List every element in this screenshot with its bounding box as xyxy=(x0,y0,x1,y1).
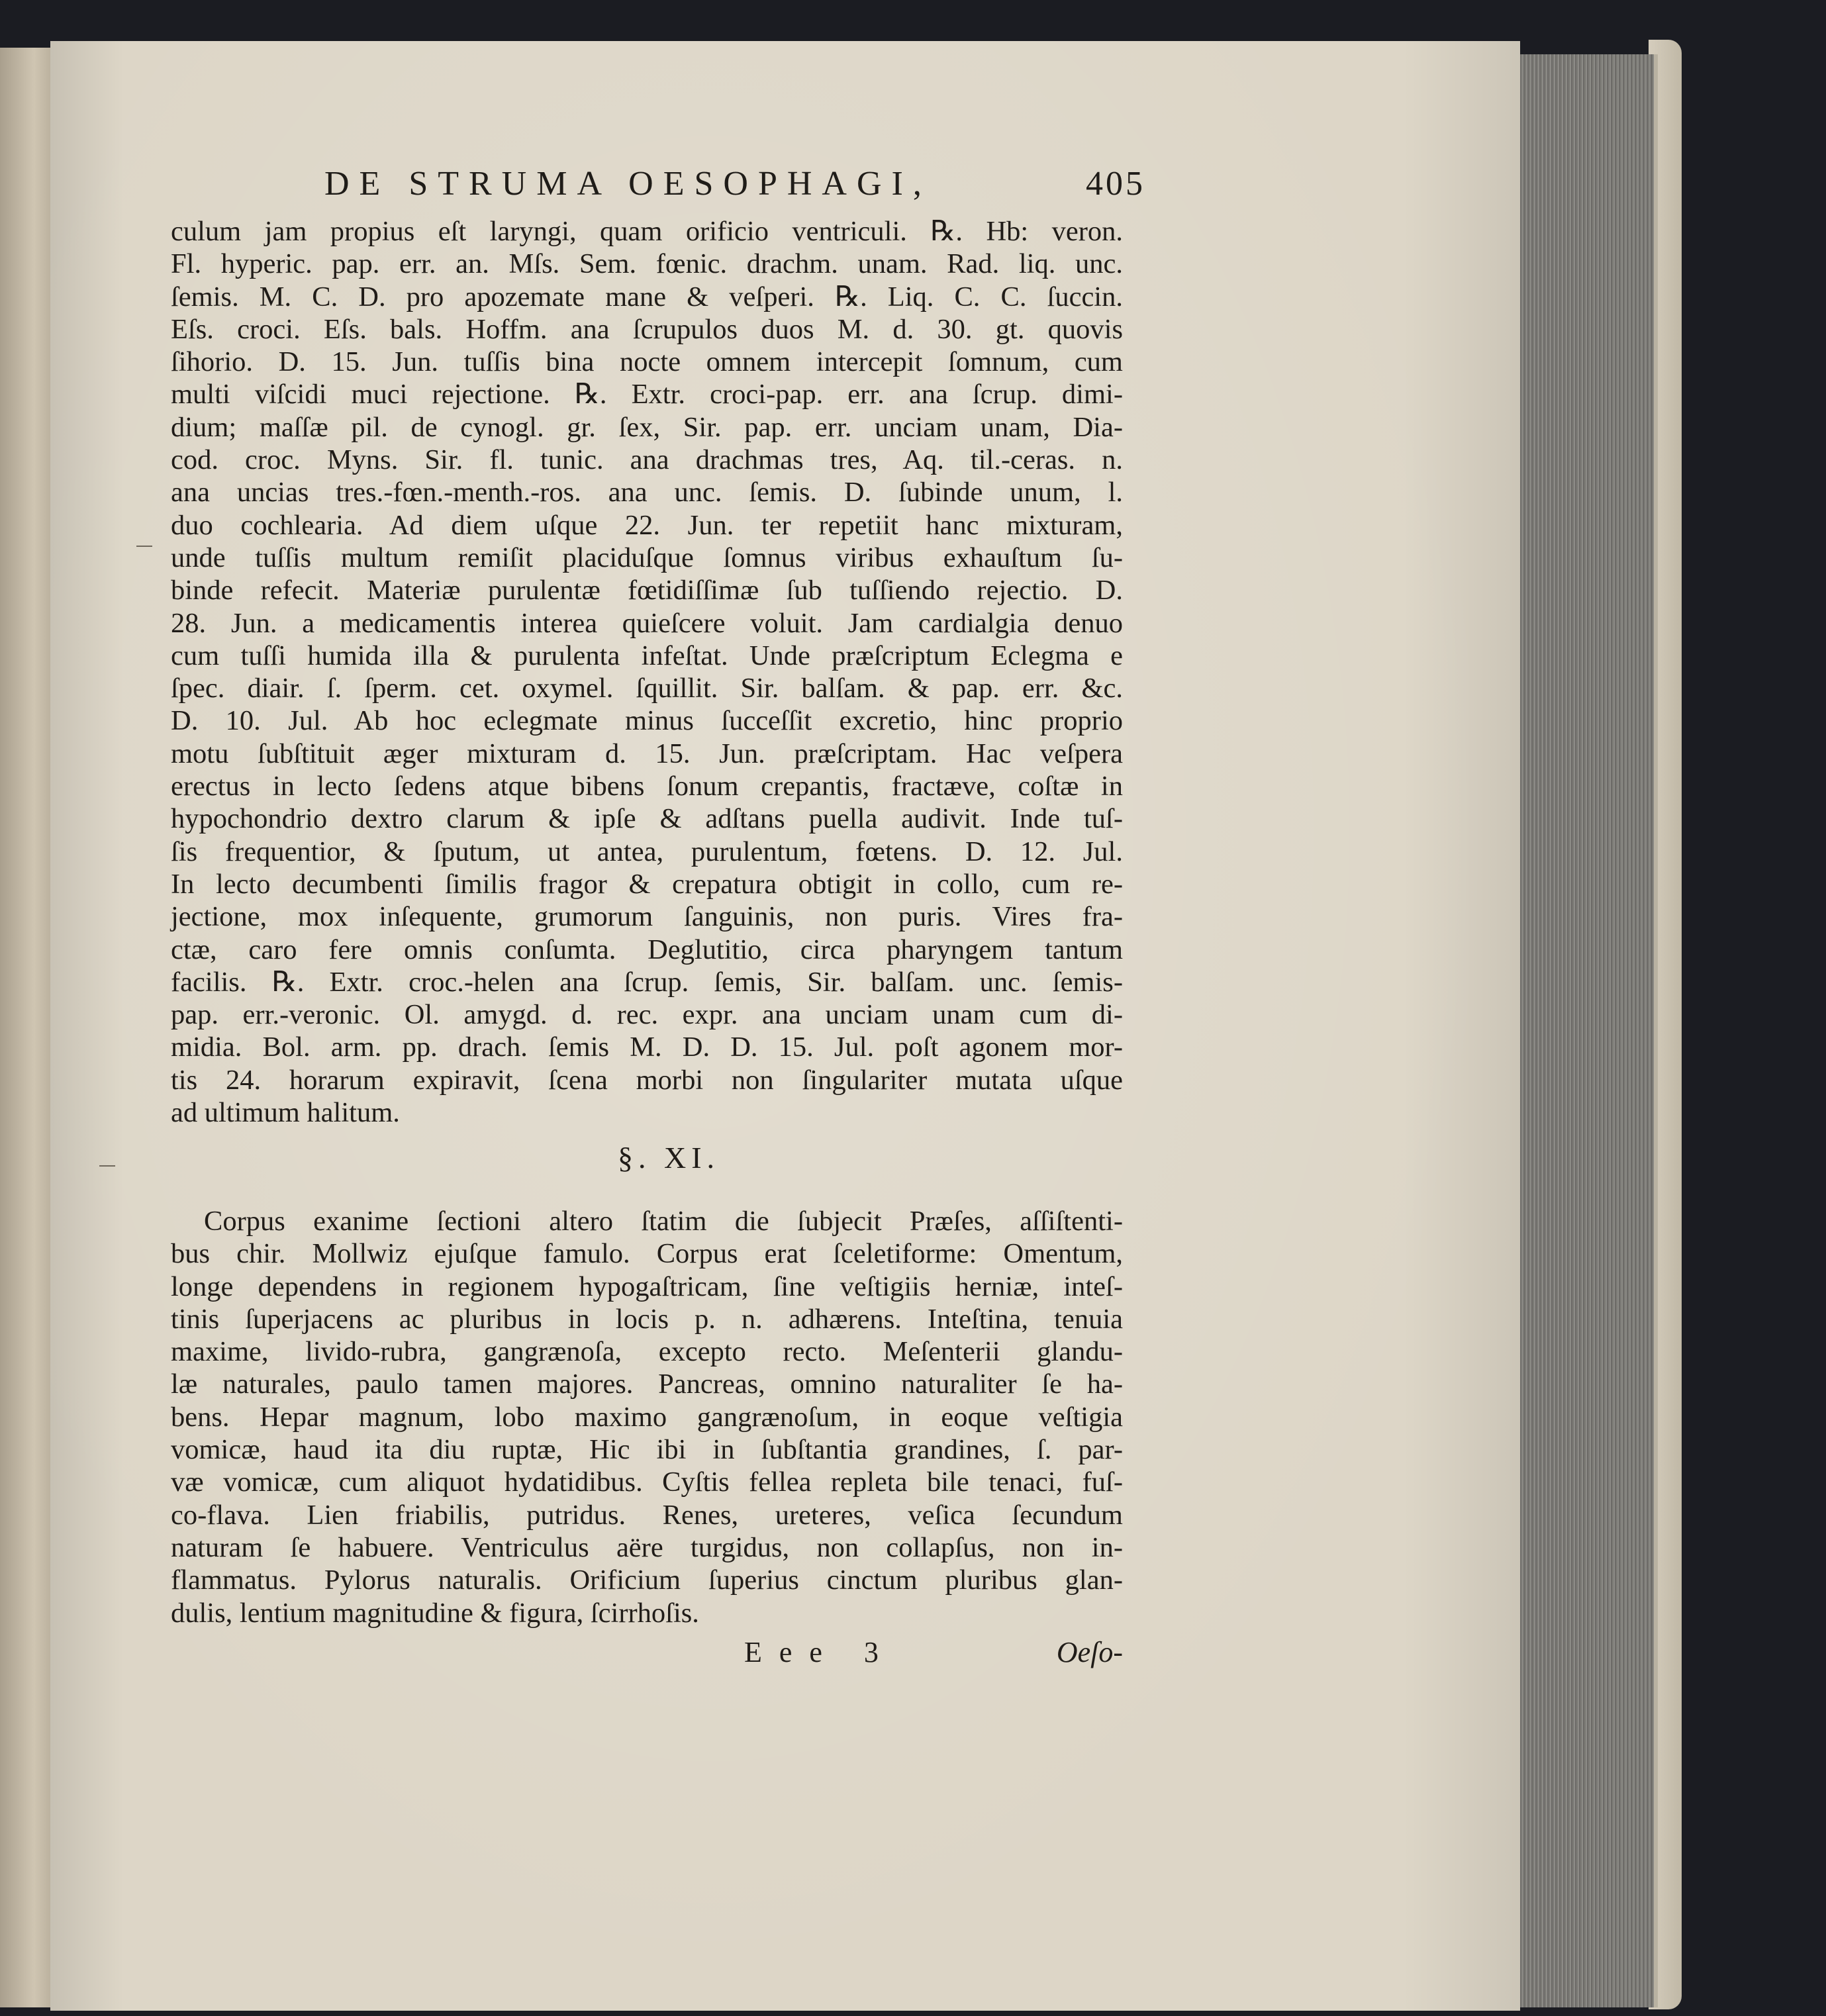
paragraph-case-history xyxy=(171,215,1123,1129)
text-line: dulis, lentium magnitudine & figura, ſcirrhoſis. xyxy=(171,1597,699,1629)
text-line: vomicæ, haud ita diu ruptæ, Hic ibi in ſubſtantia grandines, ſ. par- xyxy=(171,1434,1123,1466)
text-line: Fl. hyperic. pap. err. an. Mſs. Sem. fœnic. drachm. unam. Rad. liq. unc. xyxy=(171,248,1123,280)
text-line: unde tuſſis multum remiſit placiduſque ſomnus viribus exhauſtum ſu- xyxy=(171,542,1123,573)
text-line: facilis. ℞. Extr. croc.-helen ana ſcrup. ſemis, Sir. balſam. unc. ſemis- xyxy=(171,966,1123,998)
text-line: ſihorio. D. 15. Jun. tuſſis bina nocte omnem intercepit ſomnum, cum xyxy=(171,346,1123,378)
text-line: bens. Hepar magnum, lobo maximo gangrænoſum, in eoque veſtigia xyxy=(171,1401,1123,1433)
text-line: binde refecit. Materiæ purulentæ fœtidiſſimæ ſub tuſſiendo rejectio. D. xyxy=(171,575,1123,606)
text-line: pap. err.-veronic. Ol. amygd. d. rec. expr. ana unciam unam cum di- xyxy=(171,999,1123,1031)
signature-mark: Eee 3 xyxy=(744,1636,896,1668)
text-line: bus chir. Mollwiz ejuſque famulo. Corpus erat ſceletiforme: Omentum, xyxy=(171,1238,1123,1270)
text-line: dium; maſſæ pil. de cynogl. gr. ſex, Sir. pap. err. unciam unam, Dia- xyxy=(171,411,1123,443)
text-line: In lecto decumbenti ſimilis fragor & crepatura obtigit in collo, cum re- xyxy=(171,868,1123,900)
text-line: naturam ſe habuere. Ventriculus aëre turgidus, non collapſus, non in- xyxy=(171,1531,1123,1563)
text-line: jectione, mox inſequente, grumorum ſanguinis, non puris. Vires fra- xyxy=(171,901,1123,933)
text-line: ſpec. diair. ſ. ſperm. cet. oxymel. ſquillit. Sir. balſam. & pap. err. &c. xyxy=(171,673,1123,704)
text-line: tinis ſuperjacens ac pluribus in locis p. n. adhærens. Inteſtina, tenuia xyxy=(171,1303,1123,1335)
text-line: 28. Jun. a medicamentis interea quieſcere voluit. Jam cardialgia denuo xyxy=(171,607,1123,639)
text-line: multi viſcidi muci rejectione. ℞. Extr. croci-pap. err. ana ſcrup. dimi- xyxy=(171,379,1123,410)
text-line: væ vomicæ, cum aliquot hydatidibus. Cyſtis fellea repleta bile tenaci, fuſ- xyxy=(171,1466,1123,1498)
text-line: cum tuſſi humida illa & purulenta infeſtat. Unde præſcriptum Eclegma e xyxy=(171,640,1123,671)
text-line: læ naturales, paulo tamen majores. Pancreas, omnino naturaliter ſe ha- xyxy=(171,1368,1123,1400)
text-line: motu ſubſtituit æger mixturam d. 15. Jun. præſcriptam. Hac veſpera xyxy=(171,738,1123,769)
text-line: ctæ, caro fere omnis conſumta. Deglutitio, circa pharyngem tantum xyxy=(171,934,1123,965)
text-line: culum jam propius eſt laryngi, quam orificio ventriculi. ℞. Hb: veron. xyxy=(171,216,1123,247)
text-line: duo cochlearia. Ad diem uſque 22. Jun. ter repetiit hanc mixturam, xyxy=(171,509,1123,541)
text-line: Eſs. croci. Eſs. bals. Hoffm. ana ſcrupulos duos M. d. 30. gt. quovis xyxy=(171,313,1123,345)
paragraph-autopsy xyxy=(171,1205,1123,1629)
left-page-edge xyxy=(0,48,58,2007)
page-block-edge xyxy=(1502,54,1658,2007)
text-line: cod. croc. Myns. Sir. fl. tunic. ana drachmas tres, Aq. til.-ceras. n. xyxy=(171,444,1123,476)
running-title: DE STRUMA OESOPHAGI, xyxy=(324,165,932,203)
page-footer xyxy=(171,1635,1123,1675)
text-line: maxime, livido-rubra, gangrænoſa, excepto recto. Meſenterii glandu- xyxy=(171,1336,1123,1368)
text-line: ſemis. M. C. D. pro apozemate mane & veſperi. ℞. Liq. C. C. ſuccin. xyxy=(171,281,1123,312)
text-line: ad ultimum halitum. xyxy=(171,1097,400,1129)
text-line: erectus in lecto ſedens atque bibens ſonum crepantis, fractæve, coſtæ in xyxy=(171,771,1123,802)
text-line: ana uncias tres.-fœn.-menth.-ros. ana unc. ſemis. D. ſubinde unum, l. xyxy=(171,477,1123,508)
page-number: 405 xyxy=(1086,165,1145,203)
text-line: hypochondrio dextro clarum & ipſe & adſtans puella audivit. Inde tuſ- xyxy=(171,803,1123,835)
margin-mark-1 xyxy=(136,546,152,547)
margin-mark-2 xyxy=(99,1165,115,1167)
text-line: tis 24. horarum expiravit, ſcena morbi non ſingulariter mutata uſque xyxy=(171,1064,1123,1096)
catchword: Oeſo- xyxy=(1056,1636,1123,1668)
running-header xyxy=(324,164,1145,217)
text-line: Corpus exanime ſectioni altero ſtatim die ſubjecit Præſes, aſſiſtenti- xyxy=(204,1206,1123,1237)
text-line: midia. Bol. arm. pp. drach. ſemis M. D. D. 15. Jul. poſt agonem mor- xyxy=(171,1032,1123,1063)
text-line: D. 10. Jul. Ab hoc eclegmate minus ſucceſſit excretio, hinc proprio xyxy=(171,705,1123,737)
text-line: ſis frequentior, & ſputum, ut antea, purulentum, fœtens. D. 12. Jul. xyxy=(171,836,1123,867)
text-line: longe dependens in regionem hypogaſtricam, ſine veſtigiis herniæ, inteſ- xyxy=(171,1271,1123,1302)
section-heading: §. XI. xyxy=(617,1141,720,1175)
text-line: flammatus. Pylorus naturalis. Orificium ſuperius cinctum pluribus glan- xyxy=(171,1564,1123,1596)
text-line: co-flava. Lien friabilis, putridus. Renes, ureteres, veſica ſecundum xyxy=(171,1499,1123,1531)
